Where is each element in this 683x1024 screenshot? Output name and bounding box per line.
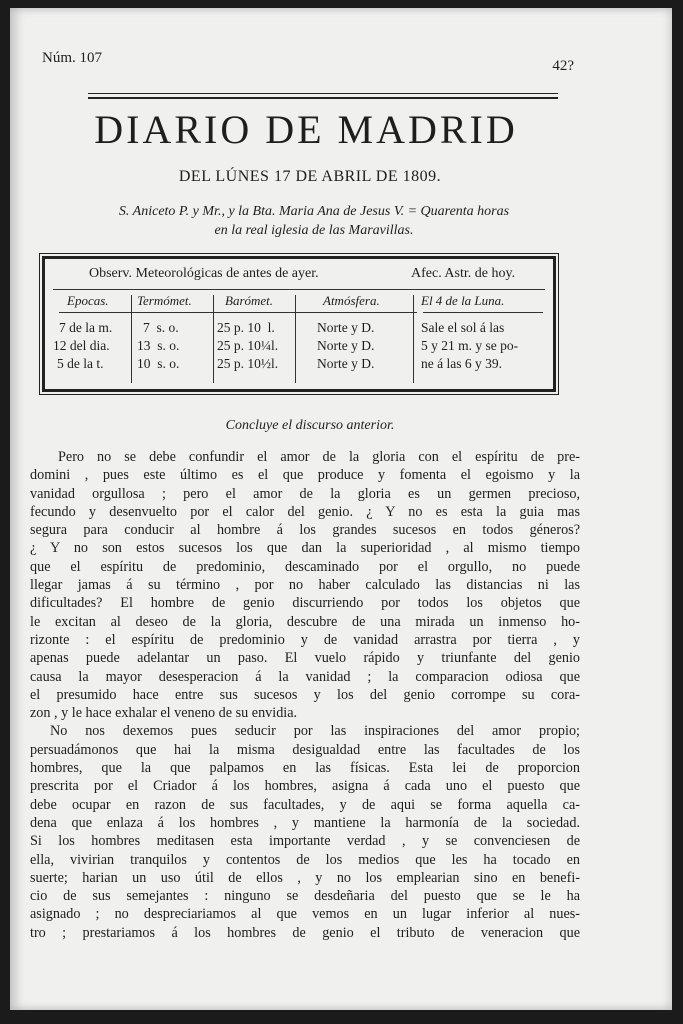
cell-termometro: 10 s. o. [137, 356, 180, 371]
text-line: Pero no se debe confundir el amor de la gloria con el espíritu de pre- [58, 449, 580, 465]
column-header-barometro: Barómet. [225, 293, 274, 308]
saints-line: en la real iglesia de las Maravillas. [214, 223, 414, 238]
cell-epoca: 7 de la m. [59, 320, 113, 335]
text-line: domini , pues este último es el que produce y fomenta el egoismo y la [30, 467, 580, 484]
text-line: debe ocupar en razon de sus facultades, y de aqui se forma aquella ca- [30, 796, 580, 813]
table-rule [53, 289, 545, 290]
article-subheading: Concluye el discurso anterior. [225, 418, 395, 433]
column-divider [413, 295, 414, 383]
text-line: ella, vivirian tranquilos y contentos de los medios que les ha tocado en [30, 851, 580, 868]
saints-line: S. Aniceto P. y Mr., y la Bta. Maria Ana de Jesus V. = Quarenta horas [118, 204, 510, 219]
text-line: No nos dexemos pues seducir por las inspiraciones del amor propio; [50, 723, 580, 740]
text-line: que el espíritu de predominio, descaminado por el orgullo, no puede [30, 558, 580, 575]
astro-line: Sale el sol á las [421, 320, 505, 335]
cell-barometro: 25 p. 10½l. [217, 356, 279, 371]
text-line: asignado ; no despreciariamos al que vemos en un lugar inferior al nues- [30, 906, 580, 923]
text-line: fecundo y desenvuelto por el calor del genio. ¿ Y no es esta la guia mas [30, 503, 580, 520]
column-header-termometro: Termómet. [137, 293, 192, 308]
text-line: tro ; prestariamos á los hombres de genio el tributo de veneracion que [30, 924, 580, 941]
cell-termometro: 7 s. o. [143, 320, 179, 335]
text-line: persuadámonos que hai la misma desigualdad entre las facultades de los [30, 741, 580, 758]
text-line: dena que enlaza á los hombres , y mantiene la harmonía de la sociedad. [30, 814, 580, 831]
header-rule-thin [88, 93, 558, 94]
newspaper-title: DIARIO DE MADRID [94, 107, 518, 152]
text-line: el presumido hace entre sus sucesos y los del genio corrompe su cora- [30, 686, 580, 703]
text-line: rizonte : el espíritu de predominio y de vanidad arrastra por tierra , y [30, 631, 580, 648]
cell-atmosfera: Norte y D. [317, 356, 375, 371]
column-header-epocas: Epocas. [67, 293, 109, 308]
paragraph-1 [30, 448, 580, 722]
text-line: le excitan al deseo de la gloria, descubre de una mirada un inmenso ho- [30, 613, 580, 630]
text-line: dificultades? El hombre de genio discurriendo por todos los objetos que [30, 595, 580, 612]
table-rule [423, 312, 543, 313]
text-line: zon , y le hace exhalar el veneno de su envidia. [30, 705, 298, 722]
column-divider [213, 295, 214, 383]
weather-row [57, 355, 104, 373]
cell-atmosfera: Norte y D. [317, 320, 375, 335]
astronomy-heading: Afec. Astr. de hoy. [411, 266, 516, 281]
astro-line: 5 y 21 m. y se po- [421, 338, 519, 353]
text-line: Si los hombres meditasen esta importante verdad , y se convenciesen de [30, 833, 580, 850]
text-line: hombres, que la que palpamos en las físicas. Esta lei de proporcion [30, 760, 580, 777]
text-line: prescrita por el Criador á los hombres, asigna á cada uno el puesto que [30, 778, 580, 795]
text-line: ¿ Y no son estos sucesos los que dan la superioridad , al mismo tiempo [30, 540, 580, 557]
weather-row [59, 319, 112, 337]
cell-atmosfera: Norte y D. [317, 338, 375, 353]
column-divider [131, 295, 132, 383]
cell-barometro: 25 p. 10 l. [217, 320, 275, 335]
weather-heading: Observ. Meteorológicas de antes de ayer. [89, 266, 319, 281]
cell-termometro: 13 s. o. [137, 338, 180, 353]
cell-epoca: 12 del dia. [53, 338, 110, 353]
cell-epoca: 5 de la t. [57, 356, 104, 371]
text-line: vanidad orgullosa ; pero el amor de la gloria es un germen precioso, [30, 485, 580, 502]
issue-date: DEL LÚNES 17 DE ABRIL DE 1809. [178, 168, 442, 185]
table-rule [59, 312, 417, 313]
text-line: suerte; harian un uso útil de ellos , y no los emplearian sino en benefi- [30, 869, 580, 886]
text-line: llegar jamas á su término , por no haber calculado las distancias ni las [30, 577, 580, 594]
article-body [30, 448, 580, 942]
astro-line: ne á las 6 y 39. [421, 356, 502, 371]
saints-of-the-day [44, 202, 584, 240]
page-number: 42? [552, 58, 574, 74]
header-rule-thick [88, 97, 558, 99]
column-header-atmosfera: Atmósfera. [323, 293, 380, 308]
cell-barometro: 25 p. 10¼l. [217, 338, 279, 353]
text-line: apenas puede adelantar un paso. El vuelo rápido y triunfante del genio [30, 650, 580, 667]
text-line: segura para conducir al hombre á los grandes sucesos en todos géneros? [30, 522, 580, 539]
column-header-luna: El 4 de la Luna. [421, 293, 505, 308]
paragraph-2 [30, 722, 580, 942]
issue-number: Núm. 107 [42, 50, 102, 66]
newspaper-page [10, 8, 672, 1010]
weather-observations-table [42, 256, 556, 392]
text-line: cio de sus semejantes : ninguno se desdeñaria del puesto que se le ha [30, 888, 580, 905]
column-divider [295, 295, 296, 383]
text-line: causa la mayor desesperacion á la vanidad ; la comparacion odiosa que [30, 668, 580, 685]
weather-row [53, 337, 110, 355]
